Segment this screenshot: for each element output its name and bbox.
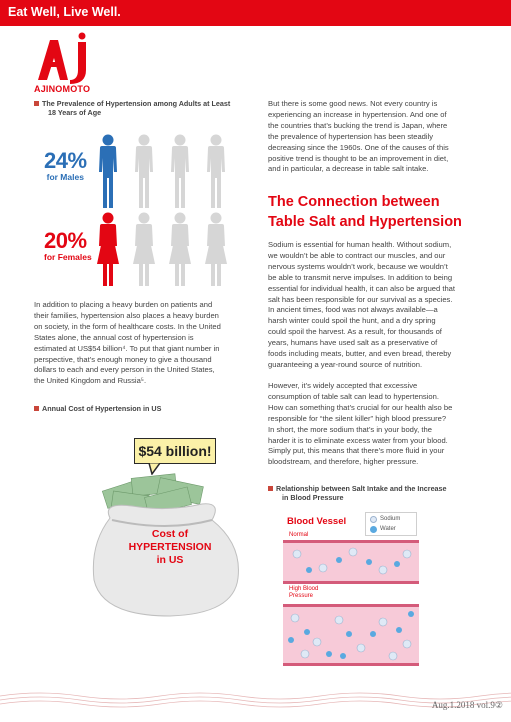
brand-bar (0, 0, 511, 26)
females-figures-icon (96, 212, 246, 288)
paragraph-line: Sodium is essential for human health. Without sodium, (268, 240, 452, 249)
paragraph-line: harsh winter could spoil the hunt, and a dry spring (268, 316, 436, 326)
paragraph-line: guaranteeing a year-round source of nutrition. (268, 359, 423, 369)
section-marker (34, 101, 39, 106)
bubble-tail-icon (148, 463, 162, 475)
paragraph-line: salt has been responsible for our survival as a species. (268, 294, 453, 304)
blood-vessel-diagram (283, 512, 419, 670)
paragraph-line: foods including meats, butter, and even bread, thereby (268, 349, 452, 359)
section-marker (34, 406, 39, 411)
normal-label: Normal (289, 532, 309, 538)
logo-wordmark: AJINOMOTO (34, 84, 91, 94)
ajinomoto-logo-icon (34, 32, 90, 84)
panel-title: Blood Vessel (287, 516, 347, 527)
paragraph-line: years, humans have used salt as a preservative of (268, 338, 438, 348)
paragraph-line: However, it’s widely accepted that excessive (268, 381, 418, 390)
paragraph-line: essential for individual health, it can also be argued that (268, 283, 456, 293)
paragraph-line: consumption of table salt can lead to hypertension. (268, 391, 439, 401)
paragraph-line: bloodstream, and therefore, higher pressure. (268, 457, 419, 467)
paragraph-line: harder it is to eliminate excess water from your blood. (268, 435, 448, 445)
sodium-dot-icon (370, 516, 377, 523)
males-stat (44, 150, 87, 183)
high-bp-label: High Blood Pressure (289, 586, 319, 599)
females-stat (44, 230, 92, 263)
issue-date: Aug.1.2018 vol.9② (431, 700, 503, 710)
paragraph-line: could spoil the harvest. As a result, for thousands of (268, 327, 442, 337)
bag-label: Cost of HYPERTENSION in US (128, 528, 212, 566)
paragraph-line: nervous systems wouldn’t work, because we wouldn’t (268, 261, 448, 271)
high-bp-vessel-icon (283, 604, 419, 666)
excess-salt-paragraph (268, 381, 452, 468)
paragraph-line: Simply put, this means that there’s more fluid in your (268, 446, 445, 456)
paragraph-line: In short, the more sodium that’s in your body, the (268, 424, 432, 434)
normal-vessel-icon (283, 540, 419, 584)
paragraph-line: be able to transmit nerve impulses. In addition to being (268, 272, 453, 282)
paragraph-line: In ancient times, food was not always available—a (268, 305, 438, 315)
sodium-paragraph (268, 240, 455, 371)
section-marker (268, 486, 273, 491)
paragraph-line: How can something that’s crucial for our health also be (268, 402, 453, 412)
cost-bubble: $54 billion! (134, 438, 216, 464)
water-dot-icon (370, 526, 377, 533)
japan-paragraph: But there is some good news. Not every country is experiencing an increase in hypertension. And one of the countries that’s bucking the trend is Japan, where the prevalence of hypertension has been steadily decreasing since the 1960s. One of the causes of this positive trend is thought to be an improvement in diet, and in particular, a decrease in table salt intake. (268, 99, 449, 174)
relationship-title: Relationship between Salt Intake and the Increase in Blood Pressure (276, 484, 447, 502)
females-percent: 20% (44, 228, 87, 253)
legend-box: Sodium Water (365, 512, 417, 536)
tagline: Eat Well, Live Well. (8, 5, 121, 19)
paragraph-line: responsible for “the silent killer” high blood pressure? (268, 413, 447, 423)
cost-paragraph: In addition to placing a heavy burden on patients and their families, hypertension also places a heavy burden on society, in the form of healthcare costs. In the United States alone, the annual cost of hypertension is estimated at US$54 billion⁴. To put that giant number in perspective, that’s enough money to give a thousand dollars to each and every person in the United States, the United Kingdom and Russia⁵. (34, 300, 221, 386)
prevalence-title: The Prevalence of Hypertension among Adults at Least 18 Years of Age (42, 99, 231, 117)
males-figures-icon (96, 134, 246, 210)
males-label: for Males (46, 172, 84, 182)
males-percent: 24% (44, 148, 87, 173)
paragraph-line: we wouldn’t be able to contract our muscles, and our (268, 250, 446, 260)
annual-cost-title: Annual Cost of Hypertension in US (42, 404, 162, 413)
connection-heading: The Connection between Table Salt and Hypertension (268, 194, 462, 230)
females-label: for Females (44, 252, 92, 262)
